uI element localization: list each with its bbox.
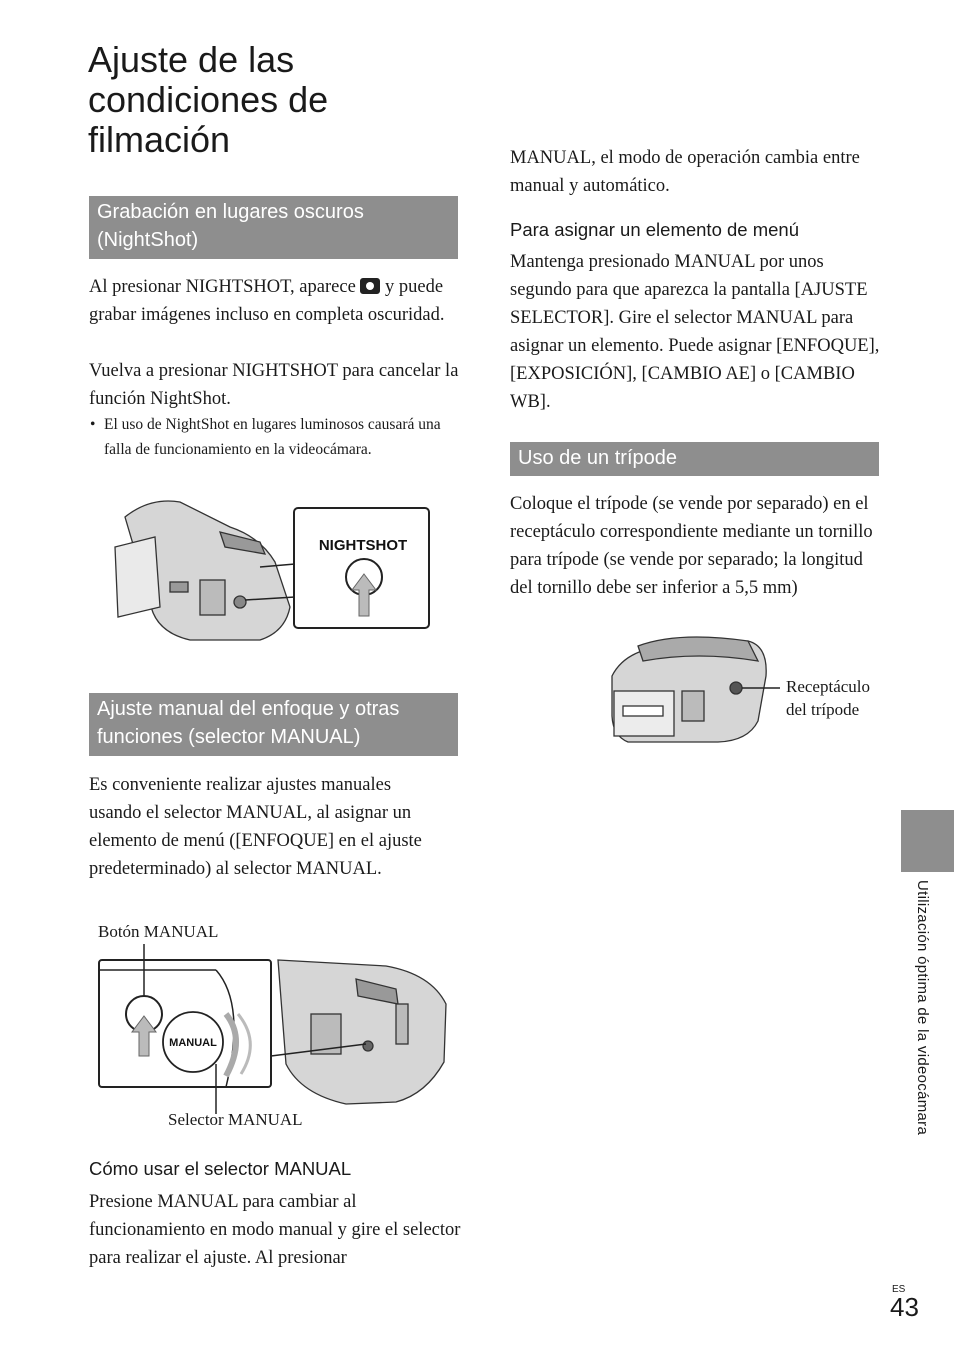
chapter-side-label: Utilización óptima de la videocámara	[914, 880, 931, 1136]
section-heading-nightshot: Grabación en lugares oscuros (NightShot)	[89, 196, 458, 259]
nightshot-figure	[110, 492, 435, 642]
nightshot-bullet-text: El uso de NightShot en lugares luminosos causará una falla de funcionamiento en la videocámara.	[104, 416, 441, 458]
caption-tripod-receptacle: Receptáculo del trípode	[786, 677, 871, 719]
camcorder-illustration	[612, 637, 766, 742]
tripod-receptacle-icon	[730, 682, 742, 694]
language-code: ES	[892, 1284, 906, 1295]
bullet-dot-icon: •	[90, 416, 96, 433]
nightshot-indicator-icon	[360, 278, 380, 294]
section-heading-tripod: Uso de un trípode	[510, 442, 879, 476]
howto-heading: Cómo usar el selector MANUAL	[89, 1158, 352, 1179]
tripod-paragraph: Coloque el trípode (se vende por separado) en el receptáculo correspondiente mediante un tornillo para trípode (se vende por separado; la longitud del tornillo debe ser inferior a 5,5 mm)	[510, 494, 873, 598]
page-number: 43	[890, 1292, 919, 1322]
assign-paragraph: Mantenga presionado MANUAL por unos segundo para que aparezca la pantalla [AJUSTE SELECTOR]. Gire el selector MANUAL para asignar un elemento. Puede asignar [ENFOQUE], [EXPOSICIÓN], [CAMBIO AE] o [CAMBIO WB].	[510, 252, 880, 412]
caption-manual-selector: Selector MANUAL	[168, 1110, 303, 1129]
assign-heading: Para asignar un elemento de menú	[510, 219, 799, 240]
camcorder-illustration	[115, 501, 290, 640]
section-heading-manual: Ajuste manual del enfoque y otras funciones (selector MANUAL)	[89, 693, 458, 756]
manual-dial-label: MANUAL	[169, 1037, 217, 1049]
nightshot-paragraph-1-b: y puede grabar imágenes incluso en completa oscuridad.	[89, 277, 445, 325]
caption-manual-button: Botón MANUAL	[98, 922, 219, 941]
manual-selector-figure	[96, 944, 456, 1114]
nightshot-paragraph-1	[89, 273, 461, 329]
manual-paragraph: Es conveniente realizar ajustes manuales usando el selector MANUAL, al asignar un elemento de menú ([ENFOQUE] en el ajuste predeterminado) al selector MANUAL.	[89, 775, 422, 879]
nightshot-bullet-note	[90, 412, 444, 462]
nightshot-paragraph-1-a: Al presionar NIGHTSHOT, aparece	[89, 277, 356, 297]
camcorder-illustration	[278, 960, 446, 1104]
tripod-figure	[608, 636, 783, 746]
nightshot-paragraph-2: Vuelva a presionar NIGHTSHOT para cancelar la función NightShot.	[89, 361, 459, 409]
howto-paragraph-continued: MANUAL, el modo de operación cambia entre manual y automático.	[510, 148, 860, 196]
chapter-tab	[901, 810, 954, 872]
nightshot-button-label: NIGHTSHOT	[318, 537, 408, 554]
howto-paragraph: Presione MANUAL para cambiar al funcionamiento en modo manual y gire el selector para realizar el ajuste. Al presionar	[89, 1192, 461, 1268]
page-title: Ajuste de las condiciones de filmación	[88, 39, 329, 160]
